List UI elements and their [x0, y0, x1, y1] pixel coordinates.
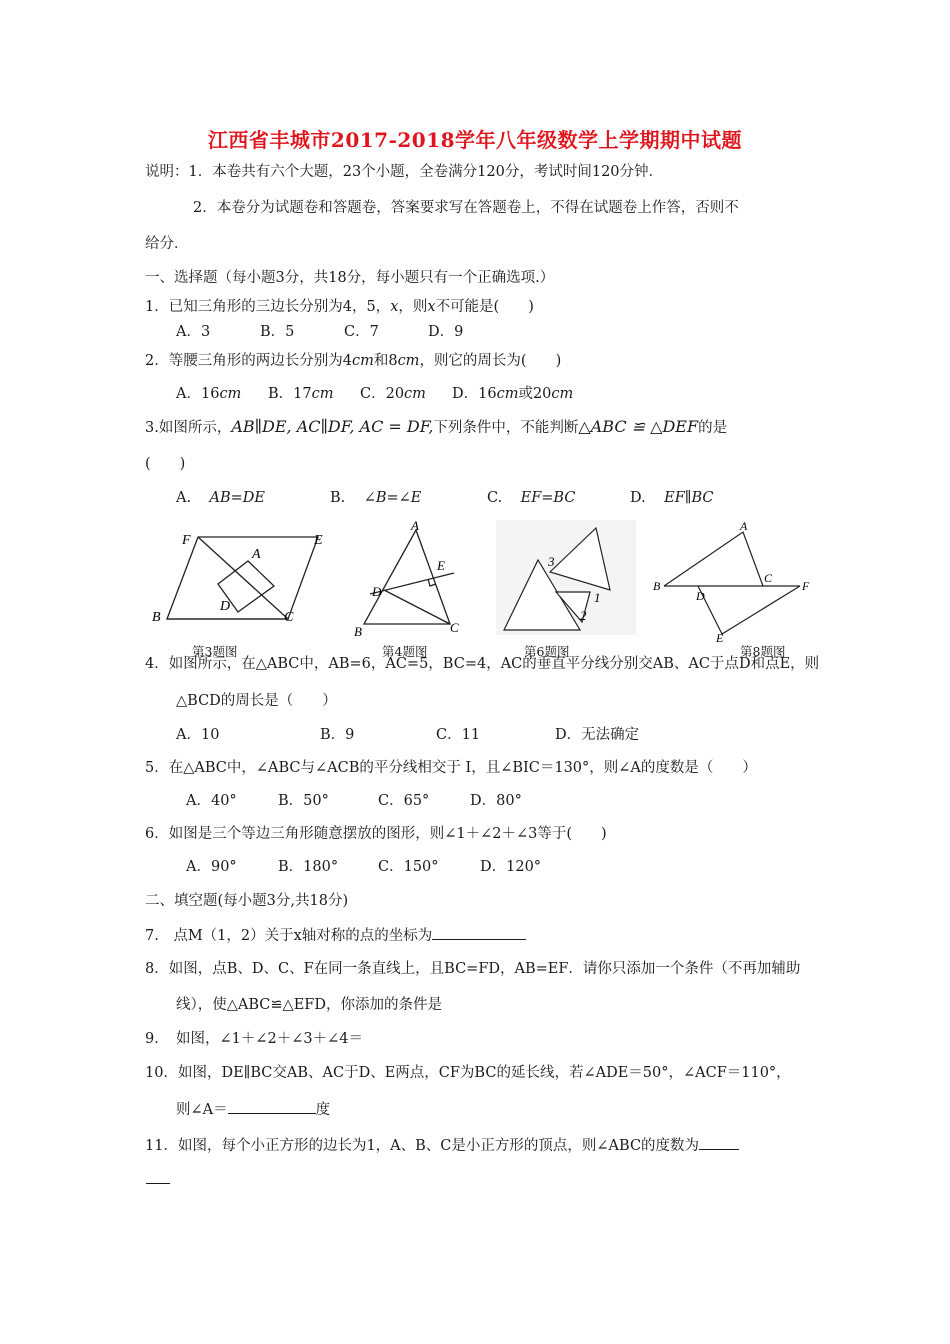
- figure-8-caption: 第8题图: [740, 644, 786, 659]
- page-title: 江西省丰城市2017-2018学年八年级数学上学期期中试题: [207, 128, 743, 152]
- q4-option-b: B．9: [320, 727, 355, 743]
- q4-option-c: C．11: [436, 727, 481, 743]
- q5-option-a: A．40°: [186, 793, 237, 809]
- q6-option-a: A．90°: [186, 859, 237, 875]
- figure-4: [350, 516, 465, 641]
- fig4-label-e: E: [437, 558, 445, 573]
- fig4-label-d: D: [372, 584, 382, 599]
- q4-option-a: A．10: [176, 727, 220, 743]
- question-4: 4．如图所示，在△ABC中，AB=6，AC=5，BC=4，AC的垂直平分线分别交AB、AC于点D和点E，则: [145, 656, 820, 672]
- q5-option-d: D．80°: [470, 793, 522, 809]
- q1-option-d: D．9: [428, 324, 464, 340]
- question-6: 6．如图是三个等边三角形随意摆放的图形，则∠1＋∠2＋∠3等于( ): [145, 826, 607, 842]
- q3-option-c: C. EF=BC: [487, 490, 576, 506]
- fig4-label-a: A: [411, 518, 419, 533]
- question-7: 7. 点M（1，2）关于x轴对称的点的坐标为: [145, 925, 526, 946]
- q4-option-d: D．无法确定: [555, 727, 640, 743]
- fig3-label-f: F: [182, 533, 191, 548]
- question-3: 3.如图所示，AB∥DE, AC∥DF, AC = DF,下列条件中，不能判断△ABC ≌ △DEF的是: [145, 417, 728, 436]
- fig8-label-e: E: [716, 631, 724, 643]
- figure-3: [150, 522, 335, 627]
- figure-4-caption: 第4题图: [382, 644, 428, 659]
- q2-option-b: B．17cm: [268, 386, 334, 402]
- q6-option-d: D．120°: [480, 859, 542, 875]
- question-9: 9． 如图，∠1＋∠2＋∠3＋∠4＝: [145, 1031, 363, 1047]
- q5-option-b: B．50°: [278, 793, 329, 809]
- q3-option-b: B. ∠B=∠E: [330, 490, 422, 506]
- fig4-label-c: C: [450, 620, 459, 635]
- figure-6: [496, 520, 636, 635]
- question-10-cont: 则∠A＝ 度: [176, 1099, 330, 1120]
- fig3-label-d: D: [220, 599, 231, 614]
- fig8-label-f: F: [802, 579, 810, 593]
- fig8-label-c: C: [764, 571, 773, 585]
- section-1-heading: 一、选择题（每小题3分，共18分，每小题只有一个正确选项.）: [145, 270, 555, 286]
- fig6-label-3: 3: [548, 554, 555, 569]
- q2-option-a: A．16cm: [176, 386, 242, 402]
- fig6-label-2: 2: [580, 608, 587, 623]
- question-2: 2．等腰三角形的两边长分别为4cm和8cm，则它的周长为( ): [145, 353, 562, 369]
- fig6-label-1: 1: [594, 590, 601, 605]
- fig3-label-e: E: [314, 533, 323, 548]
- q10-answer-blank: [228, 1099, 316, 1114]
- figure-8: [650, 518, 815, 643]
- fig4-perpendicular-bisector: [370, 573, 454, 594]
- question-10: 10．如图，DE∥BC交AB、AC于D、E两点，CF为BC的延长线，若∠ADE＝50°，∠ACF＝110°，: [145, 1065, 791, 1081]
- section-2-heading: 二、填空题(每小题3分,共18分): [145, 893, 349, 909]
- q3-option-d: D. EF∥BC: [630, 490, 714, 506]
- q1-option-a: A．3: [176, 324, 211, 340]
- fig3-label-a: A: [252, 547, 261, 562]
- fig4-label-b: B: [354, 624, 362, 639]
- note-2-cont: 给分．: [145, 236, 189, 252]
- q6-option-b: B．180°: [278, 859, 339, 875]
- q2-option-c: C．20cm: [360, 386, 426, 402]
- fig3-label-c: C: [284, 610, 294, 625]
- question-1: 1．已知三角形的三边长分别为4，5，x，则x不可能是( ): [145, 299, 534, 315]
- fig8-triangle-abc: [664, 532, 763, 586]
- q7-answer-blank: [432, 925, 526, 940]
- note-1: 说明：1．本卷共有六个大题，23个小题，全卷满分120分，考试时间120分钟．: [145, 164, 664, 180]
- question-8-cont: 线），使△ABC≌△EFD，你添加的条件是: [176, 997, 442, 1013]
- question-5: 5．在△ABC中，∠ABC与∠ACB的平分线相交于 I，且∠BIC＝130°，则∠A的度数是（ ）: [145, 760, 757, 776]
- fig8-label-a: A: [740, 519, 748, 533]
- q3-option-a: A. AB=DE: [176, 490, 266, 506]
- figure-6-caption: 第6题图: [524, 644, 570, 659]
- q2-option-d: D．16cm或20cm: [452, 386, 574, 402]
- q1-option-c: C．7: [344, 324, 379, 340]
- note-2: 2．本卷分为试题卷和答题卷，答案要求写在答题卷上，不得在试题卷上作答，否则不: [193, 200, 739, 216]
- q5-option-c: C．65°: [378, 793, 430, 809]
- question-11: 11．如图，每个小正方形的边长为1，A、B、C是小正方形的顶点，则∠ABC的度数为: [145, 1135, 739, 1156]
- fig3-label-b: B: [152, 610, 161, 625]
- question-4-cont: △BCD的周长是（ ）: [176, 693, 337, 709]
- figure-3-caption: 第3题图: [192, 644, 238, 659]
- fig8-label-b: B: [653, 579, 661, 593]
- fig8-label-d: D: [696, 589, 705, 603]
- q1-option-b: B．5: [260, 324, 295, 340]
- q6-option-c: C．150°: [378, 859, 439, 875]
- q11-answer-blank-cont: [146, 1183, 170, 1184]
- q11-answer-blank: [699, 1135, 739, 1150]
- fig8-triangle-efd: [698, 586, 800, 634]
- question-8: 8．如图，点B、D、C、F在同一条直线上，且BC=FD，AB=EF．请你只添加一个条件（不再加辅助: [145, 961, 801, 977]
- q3-paren: ( ): [145, 456, 186, 472]
